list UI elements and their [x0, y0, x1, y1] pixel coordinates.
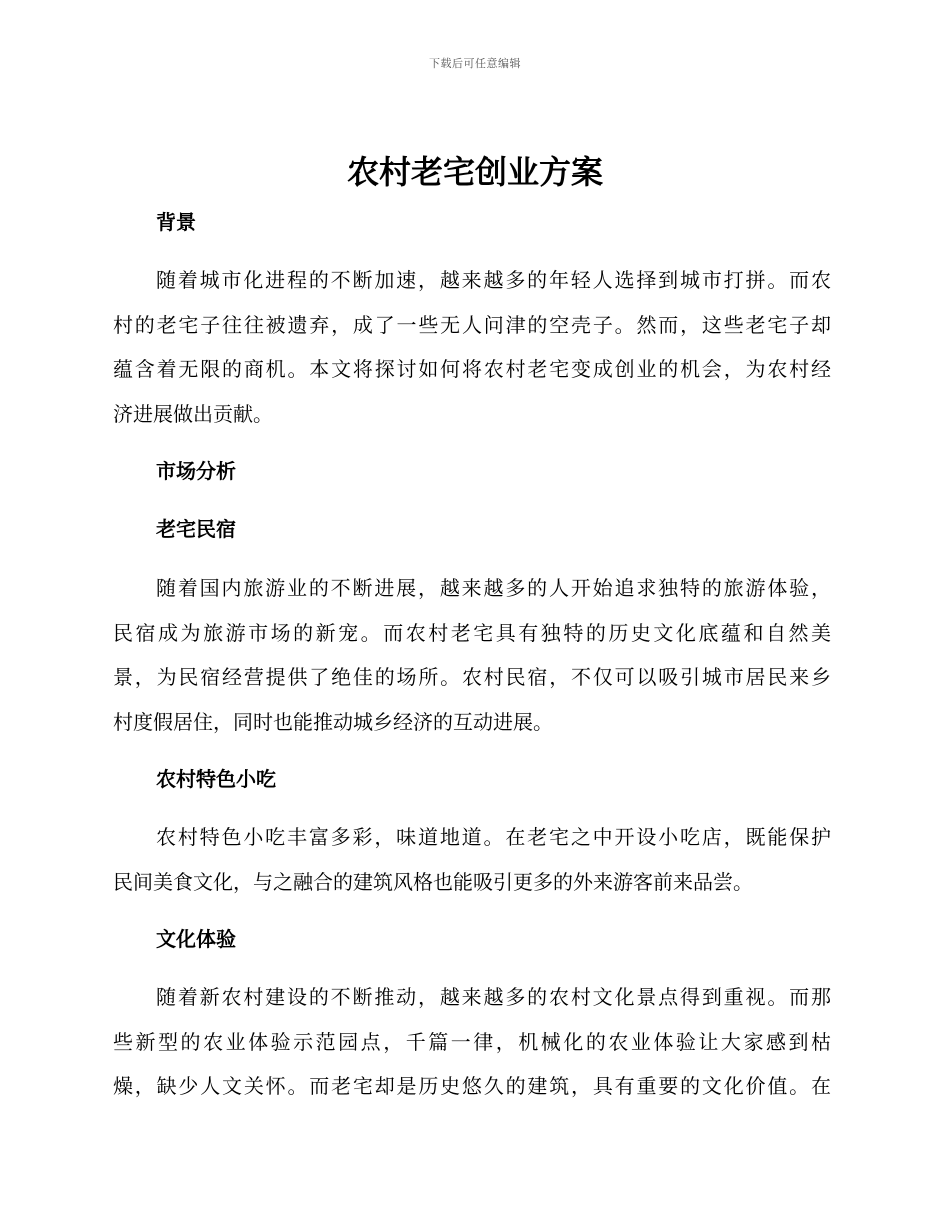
paragraph-line: 景，为民宿经营提供了绝佳的场所。农村民宿，不仅可以吸引城市居民来乡 [113, 665, 831, 689]
section-heading-culture: 文化体验 [156, 927, 236, 951]
paragraph-homestay [113, 566, 831, 744]
paragraph-line: 些新型的农业体验示范园点，千篇一律，机械化的农业体验让大家感到枯 [113, 1029, 831, 1054]
paragraph-line: 村度假居住，同时也能推动城乡经济的互动进展。 [113, 709, 553, 734]
paragraph-background [113, 258, 831, 436]
paragraph-culture [113, 975, 831, 1109]
paragraph-line: 济进展做出贡献。 [113, 401, 273, 426]
paragraph-line: 民宿成为旅游市场的新宠。而农村老宅具有独特的历史文化底蕴和自然美 [113, 620, 831, 645]
paragraph-line: 蕴含着无限的商机。本文将探讨如何将农村老宅变成创业的机会，为农村经 [113, 357, 831, 381]
paragraph-line: 燥，缺少人文关怀。而老宅却是历史悠久的建筑，具有重要的文化价值。在 [113, 1074, 831, 1098]
header-note: 下载后可任意编辑 [429, 57, 521, 70]
paragraph-snacks [113, 815, 831, 904]
section-heading-background: 背景 [156, 210, 196, 234]
section-heading-market: 市场分析 [156, 459, 236, 483]
paragraph-line: 随着国内旅游业的不断进展，越来越多的人开始追求独特的旅游体验， [156, 576, 831, 600]
paragraph-line: 随着新农村建设的不断推动，越来越多的农村文化景点得到重视。而那 [156, 985, 831, 1009]
section-heading-snacks: 农村特色小吃 [156, 767, 276, 791]
paragraph-line: 村的老宅子往往被遗弃，成了一些无人问津的空壳子。然而，这些老宅子却 [113, 312, 831, 337]
document-title: 农村老宅创业方案 [346, 153, 603, 191]
paragraph-line: 民间美食文化，与之融合的建筑风格也能吸引更多的外来游客前来品尝。 [113, 869, 753, 894]
paragraph-line: 农村特色小吃丰富多彩，味道地道。在老宅之中开设小吃店，既能保护 [156, 825, 831, 849]
paragraph-line: 随着城市化进程的不断加速，越来越多的年轻人选择到城市打拼。而农 [156, 268, 831, 292]
section-heading-homestay: 老宅民宿 [156, 517, 236, 541]
